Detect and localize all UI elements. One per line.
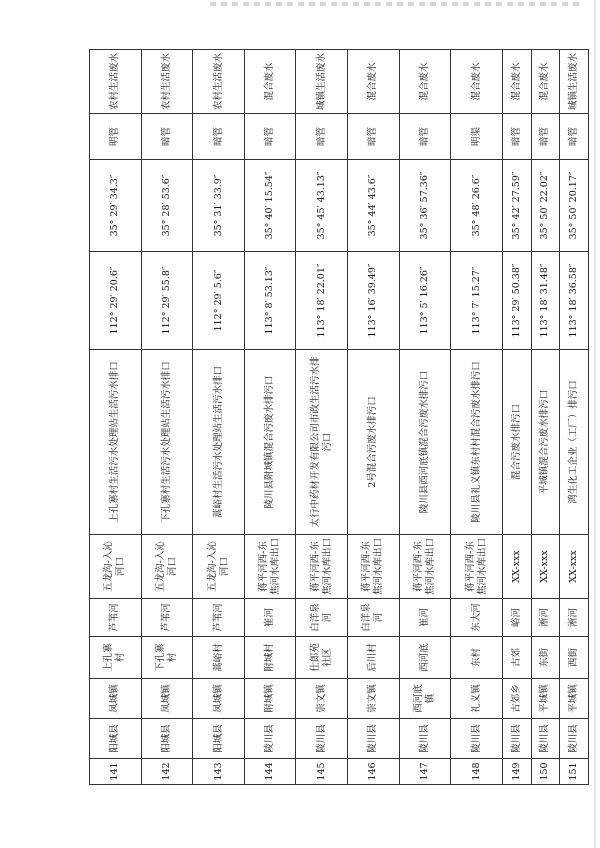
cell-lat: 35° 44′ 43.6″: [348, 160, 400, 252]
cell-county: 阳城县: [193, 719, 245, 759]
cell-county: 阳城县: [141, 719, 193, 759]
cell-dest: XX-xxx: [502, 535, 531, 599]
cell-river: 芦苇河: [141, 599, 193, 637]
cell-name: 鸿生化工企业（工厂）排污口: [560, 350, 589, 535]
cell-no: 146: [348, 759, 400, 785]
cell-type: 农村生活废水: [193, 50, 245, 114]
cell-no: 143: [193, 759, 245, 785]
cell-no: 151: [560, 759, 589, 785]
cell-county: 陵川县: [399, 719, 451, 759]
cell-village: 附城村: [244, 637, 296, 679]
cell-village: 古郊: [502, 637, 531, 679]
cell-lat: 35° 48′ 26.6″: [451, 160, 503, 252]
cell-dest: 五龙沟-入沁河口: [193, 535, 245, 599]
cell-no: 142: [141, 759, 193, 785]
cell-method: 暗管: [560, 114, 589, 160]
cell-lat: 35° 45′ 43.13″: [296, 160, 348, 252]
cell-lon: 113° 18′ 31.48″: [531, 252, 560, 350]
cell-no: 149: [502, 759, 531, 785]
cell-lat: 35° 29′ 34.3″: [90, 160, 142, 252]
table-row: [531, 50, 560, 785]
cell-lat: 35° 50′ 20.17″: [560, 160, 589, 252]
cell-lon: 112° 29′ 20.6″: [90, 252, 142, 350]
cell-river: 芦苇河: [90, 599, 142, 637]
cell-town: 古郊乡: [502, 679, 531, 719]
cell-dest: 蒋平河西-东焦河水库出口: [451, 535, 503, 599]
cell-no: 141: [90, 759, 142, 785]
cell-village: 西河底: [399, 637, 451, 679]
cell-lon: 113° 18′ 36.58″: [560, 252, 589, 350]
cell-county: 陵川县: [244, 719, 296, 759]
cell-type: 农村生活废水: [141, 50, 193, 114]
cell-name: 蒿峪村生活污水处理站生活污水排口: [193, 350, 245, 535]
cell-village: 东村: [451, 637, 503, 679]
cell-dest: 蒋平河西-东焦河水库出口: [244, 535, 296, 599]
cell-river: 崔河: [399, 599, 451, 637]
table-row: [193, 50, 245, 785]
table-body: [90, 50, 589, 785]
cell-town: 西河底镇: [399, 679, 451, 719]
cell-river: 白洋泉河: [296, 599, 348, 637]
cell-lon: 113° 16′ 39.49″: [348, 252, 400, 350]
cell-town: 礼义镇: [451, 679, 503, 719]
cell-river: 淅河: [531, 599, 560, 637]
cell-lon: 113° 8′ 53.13″: [244, 252, 296, 350]
cell-village: 上孔寨村: [90, 637, 142, 679]
cell-dest: 五龙沟-入沁河口: [141, 535, 193, 599]
table-row: [399, 50, 451, 785]
page-edge: [594, 0, 596, 848]
cell-type: 混合废水: [244, 50, 296, 114]
table-row: [244, 50, 296, 785]
cell-village: 西街: [560, 637, 589, 679]
cell-town: 凤城镇: [90, 679, 142, 719]
cell-name: 陵川县礼义镇东村村混合污废水排污口: [451, 350, 503, 535]
cell-lon: 113° 18′ 22.01″: [296, 252, 348, 350]
cell-method: 暗管: [348, 114, 400, 160]
cell-no: 148: [451, 759, 503, 785]
cell-river: 芦苇河: [193, 599, 245, 637]
cell-type: 城镇生活废水: [296, 50, 348, 114]
sewage-outlet-table: [89, 49, 589, 785]
cell-county: 陵川县: [502, 719, 531, 759]
cell-river: 白洋泉河: [348, 599, 400, 637]
cell-type: 混合废水: [348, 50, 400, 114]
cell-name: 混合污废水排污口: [502, 350, 531, 535]
cell-county: 陵川县: [531, 719, 560, 759]
cell-river: 崔河: [244, 599, 296, 637]
cell-name: 上孔寨村生活污水处理站生活污水排口: [90, 350, 142, 535]
cell-method: 暗管: [244, 114, 296, 160]
cell-town: 平城镇: [531, 679, 560, 719]
cell-lat: 35° 40′ 15.54″: [244, 160, 296, 252]
cell-lat: 35° 42′ 27.59″: [502, 160, 531, 252]
cell-method: 暗管: [141, 114, 193, 160]
cell-town: 崇文镇: [348, 679, 400, 719]
cell-lat: 35° 36′ 57.36″: [399, 160, 451, 252]
cell-river: 峪河: [502, 599, 531, 637]
cell-town: 附城镇: [244, 679, 296, 719]
cell-dest: 蒋平河西-东焦河水库出口: [399, 535, 451, 599]
cell-lon: 113° 5′ 16.26″: [399, 252, 451, 350]
scan-artifact: [210, 2, 580, 6]
cell-county: 陵川县: [560, 719, 589, 759]
cell-lon: 113° 7′ 15.27″: [451, 252, 503, 350]
cell-lat: 35° 31′ 33.9″: [193, 160, 245, 252]
cell-county: 陵川县: [451, 719, 503, 759]
cell-village: 仕郎苑社区: [296, 637, 348, 679]
cell-county: 陵川县: [296, 719, 348, 759]
table-row: [296, 50, 348, 785]
cell-type: 混合废水: [531, 50, 560, 114]
cell-method: 暗管: [531, 114, 560, 160]
cell-lon: 112° 29′ 5.6″: [193, 252, 245, 350]
cell-lat: 35° 28′ 53.6″: [141, 160, 193, 252]
cell-name: 2号混合污废水排污口: [348, 350, 400, 535]
cell-name: 平城镇混合污废水排污口: [531, 350, 560, 535]
cell-name: 下孔寨村生活污水处理站生活污水排口: [141, 350, 193, 535]
cell-name: 陵川县西河底镇混合污废水排污口: [399, 350, 451, 535]
cell-no: 150: [531, 759, 560, 785]
cell-name: 太行中药材开发有限公司市政生活污水排污口: [296, 350, 348, 535]
cell-method: 暗管: [296, 114, 348, 160]
cell-dest: 蒋平河西-东焦河水库出口: [348, 535, 400, 599]
table-row: [90, 50, 142, 785]
cell-village: 后川村: [348, 637, 400, 679]
table-row: [348, 50, 400, 785]
cell-method: 暗管: [399, 114, 451, 160]
cell-town: 凤城镇: [193, 679, 245, 719]
cell-method: 明渠: [451, 114, 503, 160]
cell-river: 淅河: [560, 599, 589, 637]
cell-no: 144: [244, 759, 296, 785]
cell-dest: 五龙沟-入沁河口: [90, 535, 142, 599]
table-row: [502, 50, 531, 785]
table-row: [560, 50, 589, 785]
cell-town: 凤城镇: [141, 679, 193, 719]
cell-name: 陵川县附城镇混合污废水排污口: [244, 350, 296, 535]
cell-river: 东大河: [451, 599, 503, 637]
cell-town: 平城镇: [560, 679, 589, 719]
cell-county: 阳城县: [90, 719, 142, 759]
cell-method: 暗管: [502, 114, 531, 160]
cell-village: 东街: [531, 637, 560, 679]
cell-no: 147: [399, 759, 451, 785]
cell-dest: XX-xxx: [531, 535, 560, 599]
cell-type: 农村生活废水: [90, 50, 142, 114]
table-row: [451, 50, 503, 785]
cell-village: 下孔寨村: [141, 637, 193, 679]
cell-lat: 35° 50′ 22.02″: [531, 160, 560, 252]
cell-town: 崇文镇: [296, 679, 348, 719]
cell-type: 混合废水: [502, 50, 531, 114]
cell-method: 暗管: [193, 114, 245, 160]
cell-village: 蒿峪村: [193, 637, 245, 679]
cell-dest: 蒋平河西-东焦河水库出口: [296, 535, 348, 599]
cell-county: 陵川县: [348, 719, 400, 759]
cell-method: 明管: [90, 114, 142, 160]
cell-dest: XX-xxx: [560, 535, 589, 599]
cell-no: 145: [296, 759, 348, 785]
cell-type: 城镇生活废水: [560, 50, 589, 114]
cell-lon: 112° 29′ 55.8″: [141, 252, 193, 350]
table-row: [141, 50, 193, 785]
cell-type: 混合废水: [451, 50, 503, 114]
rotated-page: [89, 50, 589, 785]
cell-lon: 113° 29′ 50.38″: [502, 252, 531, 350]
cell-type: 混合废水: [399, 50, 451, 114]
